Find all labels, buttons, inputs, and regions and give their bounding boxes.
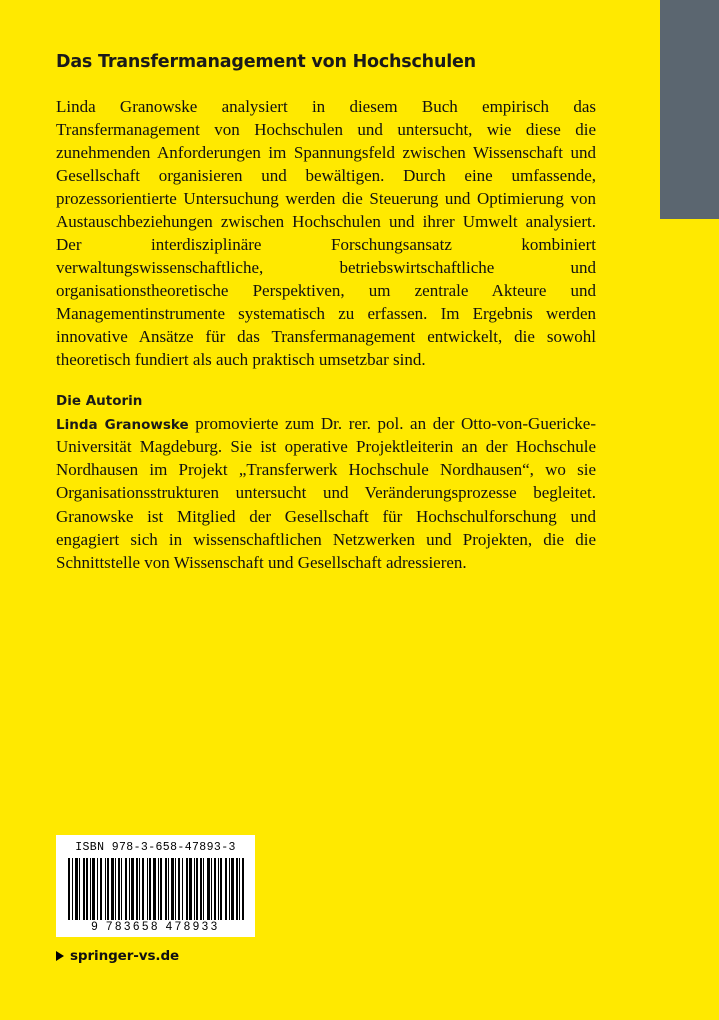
publisher-imprint[interactable] — [56, 948, 179, 964]
corner-accent-block — [660, 0, 719, 219]
publisher-url[interactable]: springer-vs.de — [70, 948, 180, 964]
isbn-barcode-block — [56, 835, 255, 937]
triangle-play-icon — [56, 951, 64, 961]
book-description: Linda Granowske analysiert in diesem Buch empirisch das Transfermanagement von Hochschulen und untersucht, wie diese die zunehmenden Anforderungen im Spannungsfeld zwischen Wissenschaft und Gesellschaft organisieren und bewältigen. Durch eine umfassende, prozessorientierte Untersuchung werden die Steuerung und Optimierung von Austauschbeziehungen zwischen Hochschulen und ihrer Umwelt analysiert. Der interdisziplinäre Forschungsansatz kombiniert verwaltungswissenschaftliche, betriebswirtschaftliche und organisationstheoretische Perspektiven, um zentrale Akteure und Managementinstrumente systematisch zu erfassen. Im Ergebnis werden innovative Ansätze für das Transfermanagement entwickelt, die sowohl theoretisch fundiert als auch praktisch umsetzbar sind. — [56, 97, 596, 370]
back-cover-text-block — [56, 52, 596, 574]
isbn-label: ISBN 978-3-658-47893-3 — [75, 841, 236, 854]
barcode-digits: 9 783658 478933 — [91, 921, 220, 933]
page-title: Das Transfermanagement von Hochschulen — [56, 52, 476, 72]
author-bio-paragraph — [56, 412, 596, 573]
author-name: Linda Granowske — [56, 417, 189, 434]
barcode-image — [64, 858, 247, 920]
author-bio-text: promovierte zum Dr. rer. pol. an der Otto-von-Guericke-Universität Magdeburg. Sie ist operative Projektleiterin an der Hochschule Nordhausen im Projekt „Transferwerk Hochschule Nordhausen“, wo sie Organisationsstrukturen untersucht und Veränderungsprozesse begleitet. Granowske ist Mitglied der Gesellschaft für Hochschulforschung und engagiert sich in wissenschaftlichen Netzwerken und Projekten, die die Schnittstelle von Wissenschaft und Gesellschaft adressieren. — [56, 414, 597, 572]
author-section-heading: Die Autorin — [56, 393, 143, 410]
